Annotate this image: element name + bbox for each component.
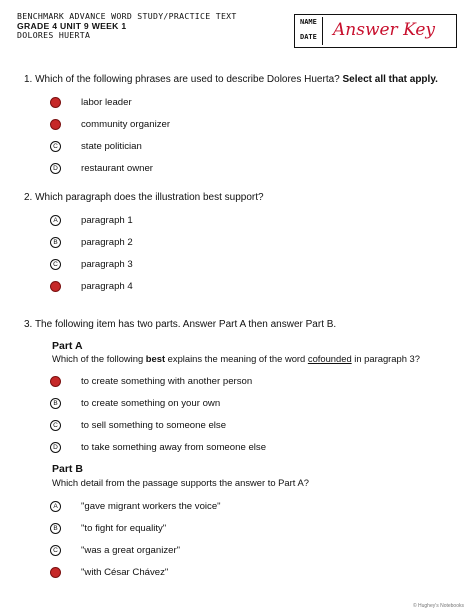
q1-option-a-text: labor leader [81,96,132,108]
header-line-3: DOLORES HUERTA [17,30,91,41]
worksheet-header [17,12,237,41]
header-line-1: BENCHMARK ADVANCE WORD STUDY/PRACTICE TEXT [17,11,237,21]
q3a-bubble-c[interactable]: C [50,420,61,431]
q2-option-d-text: paragraph 4 [81,280,133,292]
q2-bubble-d[interactable] [50,281,61,292]
q3a-option-b[interactable] [50,396,220,410]
question-2: 2. Which paragraph does the illustration best support? [24,192,264,203]
q2-option-b[interactable] [50,235,133,249]
part-a-title: Part A [52,340,83,352]
q1-option-b-text: community organizer [81,118,171,130]
q2-option-b-text: paragraph 2 [81,236,133,248]
question-1-text: 1. Which of the following phrases are used to describe Dolores Huerta? [24,74,340,85]
q3a-option-a-text: to create something with another person [81,375,253,387]
q3b-option-a-text: "gave migrant workers the voice" [81,500,221,512]
question-3: 3. The following item has two parts. Answer Part A then answer Part B. [24,319,337,330]
namebox-divider [322,17,323,45]
q1-option-c-text: state politician [81,140,142,152]
part-b-title: Part B [52,463,83,475]
q3a-option-c[interactable] [50,418,226,432]
q1-bubble-b[interactable] [50,119,61,130]
q3b-bubble-c[interactable]: C [50,545,61,556]
part-b-question: Which detail from the passage supports the answer to Part A? [52,477,309,488]
q3a-bubble-b[interactable]: B [50,398,61,409]
answer-key-text: Answer Key [333,20,435,40]
q3b-option-c-text: "was a great organizer" [81,544,181,556]
q3b-option-d[interactable] [50,565,168,579]
q3a-option-c-text: to sell something to someone else [81,419,227,431]
q1-option-d[interactable] [50,161,153,175]
q3b-bubble-d[interactable] [50,567,61,578]
q2-option-a[interactable] [50,213,133,227]
q1-bubble-a[interactable] [50,97,61,108]
header-line-2: GRADE 4 UNIT 9 WEEK 1 [17,20,127,31]
q1-option-a[interactable] [50,95,132,109]
question-1-instruction: Select all that apply. [339,74,438,85]
q3b-option-a[interactable] [50,499,221,513]
part-a-q-pre: Which of the following [52,353,146,364]
part-a-q-post: in paragraph 3? [351,353,420,364]
q3a-bubble-d[interactable]: D [50,442,61,453]
q1-option-b[interactable] [50,117,170,131]
q1-option-c[interactable] [50,139,142,153]
name-date-box [294,14,457,48]
q3b-bubble-a[interactable]: A [50,501,61,512]
q2-bubble-a[interactable]: A [50,215,61,226]
q3a-option-d[interactable] [50,440,266,454]
q1-option-d-text: restaurant owner [81,162,153,174]
q3b-option-b[interactable] [50,521,166,535]
q3b-option-c[interactable] [50,543,180,557]
q3b-option-d-text: "with César Chávez" [81,566,169,578]
part-a-question [52,353,420,364]
q3a-bubble-a[interactable] [50,376,61,387]
q3a-option-a[interactable] [50,374,252,388]
q3b-bubble-b[interactable]: B [50,523,61,534]
part-a-q-word: cofounded [307,353,352,364]
copyright-footer: © Hughey's Notebooks [412,603,464,609]
q2-option-a-text: paragraph 1 [81,214,133,226]
q2-option-c[interactable] [50,257,133,271]
q3a-option-b-text: to create something on your own [81,397,221,409]
q3b-option-b-text: "to fight for equality" [81,522,167,534]
part-a-q-mid: explains the meaning of the word [165,353,308,364]
q2-bubble-c[interactable]: C [50,259,61,270]
date-label: DATE [300,33,317,41]
q3a-option-d-text: to take something away from someone else [81,441,267,453]
name-label: NAME [300,18,317,26]
q2-bubble-b[interactable]: B [50,237,61,248]
q2-option-d[interactable] [50,279,133,293]
q2-option-c-text: paragraph 3 [81,258,133,270]
question-1 [24,74,438,85]
part-a-q-bold: best [145,353,166,364]
q1-bubble-c[interactable]: C [50,141,61,152]
q1-bubble-d[interactable]: D [50,163,61,174]
